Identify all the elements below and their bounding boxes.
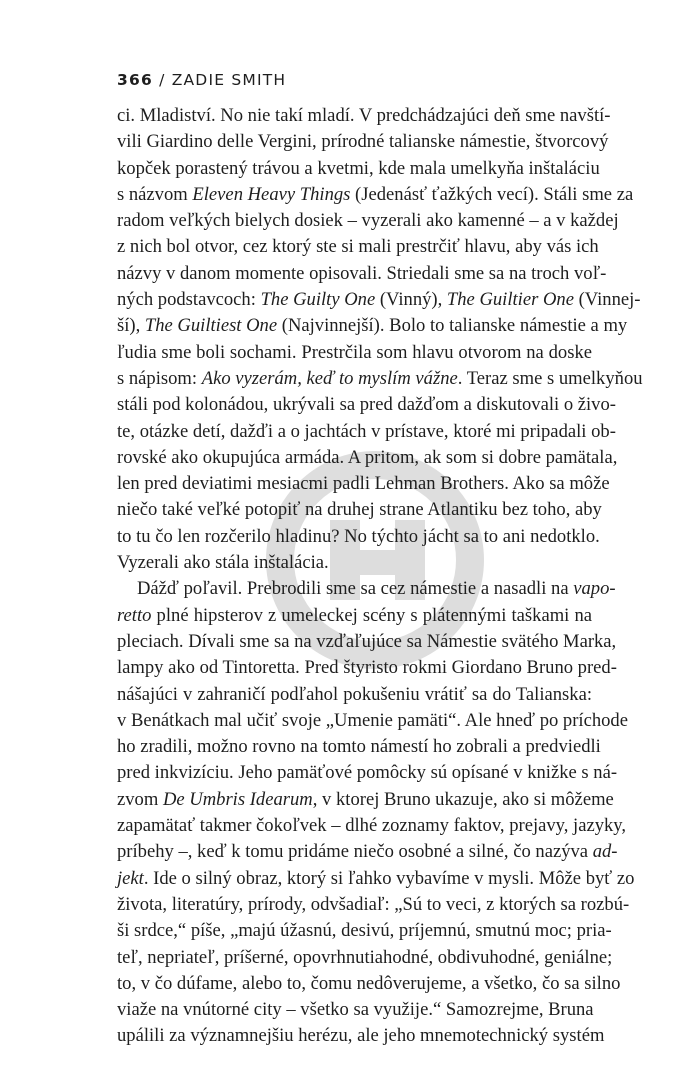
text-span: Dážď poľavil. Prebrodili sme sa cez námestie a nasadli na — [137, 578, 574, 600]
text-line — [117, 1023, 605, 1049]
text-span: zvom — [117, 788, 163, 810]
text-line — [117, 234, 599, 260]
text-line — [117, 287, 641, 313]
text-line — [117, 129, 609, 155]
text-span: to, v čo dúfame, alebo to, čomu nedôverujeme, a všetko, čo sa silno — [117, 972, 621, 994]
text-line — [117, 261, 607, 287]
text-line — [117, 839, 618, 865]
text-line — [117, 708, 628, 734]
text-line — [117, 392, 616, 418]
text-line — [117, 156, 600, 182]
text-span: kopček porastený trávou a kvetmi, kde mala umelkyňa inštaláciu — [117, 157, 600, 179]
text-span: zapamätať takmer čokoľvek – dlhé zoznamy faktov, prejavy, jazyky, — [117, 815, 627, 837]
text-line — [117, 419, 616, 445]
text-span: (Jedenásť ťažkých vecí). Stáli sme za — [350, 183, 634, 205]
text-line — [117, 550, 592, 576]
text-span: to tu čo len rozčerilo hladinu? No týchto jácht sa to ani nedotklo. — [117, 525, 600, 547]
italic-text: The Guiltier One — [446, 289, 574, 311]
text-line — [117, 629, 617, 655]
header-separator: / — [159, 71, 166, 89]
text-span: s názvom — [117, 183, 193, 205]
text-line — [117, 366, 643, 392]
text-line — [117, 997, 592, 1023]
text-span: upálili za významnejšiu herézu, ale jeho mnemotechnický systém — [117, 1025, 605, 1047]
body-text — [117, 103, 643, 1050]
italic-text: jekt — [117, 867, 144, 889]
text-line — [117, 497, 602, 523]
text-span: (Vinnej- — [573, 289, 641, 311]
italic-text: vapo- — [573, 578, 616, 600]
text-line — [117, 655, 617, 681]
text-span: ných podstavcoch: — [117, 289, 261, 311]
text-span: stáli pod kolonádou, ukrývali sa pred dažďom a diskutovali o živo- — [117, 394, 616, 416]
text-line — [117, 945, 613, 971]
text-span: (Najvinnejší). Bolo to talianske námestie a my — [277, 315, 628, 337]
text-span: príbehy –, keď k tomu pridáme niečo osobné a silné, čo nazýva — [117, 841, 593, 863]
text-line — [117, 892, 630, 918]
text-line — [117, 734, 601, 760]
text-span: v Benátkach mal učiť svoje „Umenie pamäti“. Ale hneď po príchode — [117, 709, 628, 731]
text-span: Vyzerali ako stála inštalácia. — [117, 552, 329, 574]
text-span: . Ide o silný obraz, ktorý si ľahko vybavíme v mysli. Môže byť zo — [143, 867, 635, 889]
text-span: ci. Mladiství. No nie takí mladí. V predchádzajúci deň sme navští- — [117, 105, 611, 126]
text-span: života, literatúry, prírody, odvšadiaľ: „Sú to veci, z ktorých sa rozbú- — [117, 893, 630, 915]
text-span: niečo také veľké potopiť na druhej strane Atlantiku bez toho, aby — [117, 499, 602, 521]
text-line — [117, 103, 611, 129]
text-span: s nápisom: — [117, 367, 202, 389]
italic-text: The Guiltiest One — [144, 315, 278, 337]
text-span: rovské ako okupujúca armáda. A pritom, ak som si dobre pamätala, — [117, 446, 618, 468]
text-span: ši srdce,“ píše, „majú úžasnú, desivú, príjemnú, smutnú moc; pria- — [117, 920, 612, 942]
text-span: ší), — [117, 315, 145, 337]
italic-text: ad- — [592, 841, 618, 863]
text-line — [117, 813, 627, 839]
page-number: 366 — [117, 71, 153, 89]
text-line — [117, 208, 619, 234]
text-span: pred inkvizíciu. Jeho pamäťové pomôcky sú opísané v knižke s ná- — [117, 762, 618, 784]
text-span: te, otázke detí, dažďi a o jachtách v prístave, ktoré mi pripadali ob- — [117, 420, 616, 442]
italic-text: retto — [117, 604, 152, 626]
text-span: vili Giardino delle Vergini, prírodné talianske námestie, štvorcový — [117, 131, 609, 153]
text-span: plné hipsterov z umeleckej scény s plátennými taškami na — [151, 604, 592, 626]
text-span: (Vinný), — [375, 289, 447, 311]
text-line — [117, 866, 635, 892]
text-span: ho zradili, možno rovno na tomto námestí ho zobrali a predviedli — [117, 736, 601, 758]
text-span: len pred deviatimi mesiacmi padli Lehman Brothers. Ako sa môže — [117, 473, 610, 495]
text-span: , v ktorej Bruno ukazuje, ako si môžeme — [312, 788, 614, 810]
italic-text: De Umbris Idearum — [162, 788, 313, 810]
italic-text: Eleven Heavy Things — [192, 183, 351, 205]
text-line — [117, 918, 612, 944]
text-span: pleciach. Dívali sme sa na vzďaľujúce sa Námestie svätého Marka, — [117, 630, 617, 652]
text-line — [117, 471, 610, 497]
text-line — [117, 787, 614, 813]
text-span: lampy ako od Tintoretta. Pred štyristo rokmi Giordano Bruno pred- — [117, 657, 617, 679]
text-line — [117, 524, 600, 550]
text-span: teľ, nepriateľ, príšerné, opovrhnutiahodné, obdivuhodné, geniálne; — [117, 946, 613, 968]
italic-text: The Guilty One — [260, 289, 376, 311]
text-line — [117, 971, 621, 997]
text-line — [117, 445, 618, 471]
text-line — [117, 760, 618, 786]
running-header — [117, 71, 286, 89]
text-span: viaže na vnútorné city – všetko sa využije.“ Samozrejme, Bruna — [117, 999, 594, 1021]
text-line — [117, 603, 592, 629]
italic-text: Ako vyzerám, keď to myslím vážne — [201, 367, 458, 389]
text-span: názvy v danom momente opisovali. Striedali sme sa na troch voľ- — [117, 262, 607, 284]
text-span: radom veľkých bielych dosiek – vyzerali ako kamenné – a v každej — [117, 210, 619, 232]
text-line — [117, 340, 592, 366]
text-span: nášajúci v zahraničí podľahol pokušeniu vrátiť sa do Talianska: — [117, 683, 592, 705]
text-line — [117, 576, 616, 602]
author-name: ZADIE SMITH — [171, 71, 287, 89]
text-line — [117, 313, 628, 339]
text-line — [117, 182, 634, 208]
text-span: . Teraz sme s umelkyňou — [457, 367, 643, 389]
text-line — [117, 682, 592, 708]
text-span: ľudia sme boli sochami. Prestrčila som hlavu otvorom na doske — [117, 341, 592, 363]
text-span: z nich bol otvor, cez ktorý ste si mali prestrčiť hlavu, aby vás ich — [117, 236, 599, 258]
